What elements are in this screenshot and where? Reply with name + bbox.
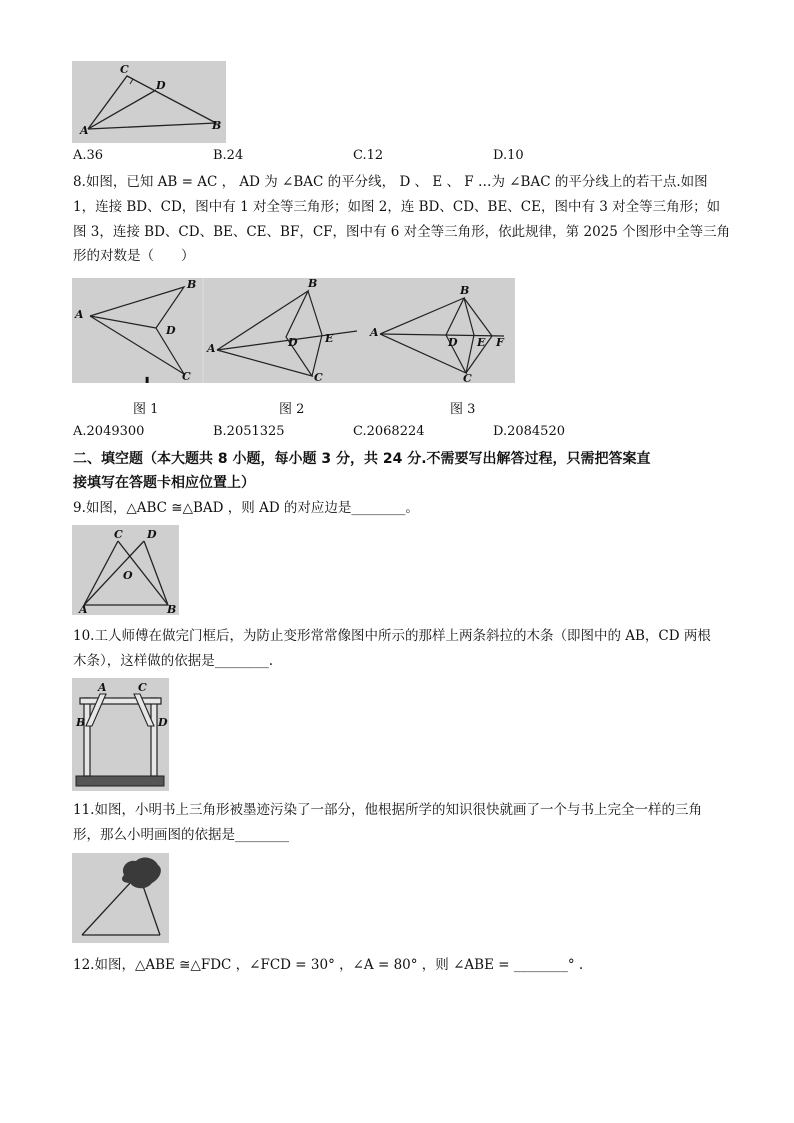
q9-label-a: A bbox=[79, 603, 88, 615]
q7-option-d: D.10 bbox=[493, 148, 524, 163]
section-2-heading-line-2: 接填写在答题卡相应位置上） bbox=[73, 475, 255, 491]
q7-label-b: B bbox=[212, 119, 222, 132]
q8-line-4: 形的对数是（ ） bbox=[73, 248, 195, 264]
q8-line-1: 8.如图，已知 AB = AC ， AD 为 ∠BAC 的平分线， D 、 E 、 F …为 ∠BAC 的平分线上的若干点.如图 bbox=[73, 174, 708, 190]
q9-figure bbox=[72, 525, 179, 615]
q8-line-2: 1，连接 BD、CD，图中有 1 对全等三角形；如图 2，连 BD、CD、BE、CE，图中有 3 对全等三角形；如 bbox=[73, 199, 721, 215]
q8-figure-3 bbox=[369, 284, 505, 383]
q10-label-c: C bbox=[138, 681, 147, 694]
q10-figure bbox=[72, 678, 169, 791]
q8-f2-label-a: A bbox=[207, 342, 216, 355]
q8-f3-label-d: D bbox=[448, 336, 458, 349]
q7-option-a: A.36 bbox=[73, 148, 104, 163]
q8-caption-1: 图 1 bbox=[133, 402, 159, 417]
q8-figure-2 bbox=[203, 278, 357, 383]
q10-label-b: B bbox=[76, 716, 86, 729]
q7-label-c: C bbox=[120, 63, 129, 76]
q8-f1-label-a: A bbox=[75, 308, 84, 321]
q8-figure-strip bbox=[72, 278, 515, 383]
q8-f3-label-c: C bbox=[463, 372, 472, 383]
q8-f2-label-b: B bbox=[308, 278, 318, 290]
q8-option-b: B.2051325 bbox=[213, 424, 285, 439]
q10-label-d: D bbox=[158, 716, 168, 729]
q8-f2-label-e: E bbox=[325, 332, 334, 345]
q11-figure bbox=[72, 853, 169, 943]
q8-caption-2: 图 2 bbox=[279, 402, 305, 417]
q10-line-1: 10.工人师傅在做完门框后，为防止变形常常像图中所示的那样上两条斜拉的木条（即图中的 AB，CD 两根 bbox=[73, 628, 711, 644]
q8-f3-label-a: A bbox=[370, 326, 379, 339]
q11-line-2: 形，那么小明画图的依据是________ bbox=[73, 827, 289, 843]
section-2-heading-line-1: 二、填空题（本大题共 8 小题，每小题 3 分，共 24 分.不需要写出解答过程，只需把答案直 bbox=[73, 451, 651, 467]
q8-f1-label-d: D bbox=[166, 324, 176, 337]
q10-line-2: 木条），这样做的依据是________. bbox=[73, 653, 274, 669]
q8-option-d: D.2084520 bbox=[493, 424, 565, 439]
q8-figure-1 bbox=[74, 278, 196, 383]
q8-option-c: C.2068224 bbox=[353, 424, 425, 439]
q8-f2-label-c: C bbox=[314, 371, 323, 383]
q8-f1-label-b: B bbox=[187, 278, 197, 291]
q8-f2-label-d: D bbox=[288, 336, 298, 349]
q8-f3-label-b: B bbox=[460, 284, 470, 297]
q7-label-a: A bbox=[80, 124, 89, 137]
q10-label-a: A bbox=[98, 681, 107, 694]
q7-option-c: C.12 bbox=[353, 148, 384, 163]
q8-f3-label-f: F bbox=[496, 336, 504, 349]
ink-blot-icon bbox=[122, 858, 161, 889]
q7-label-d: D bbox=[156, 79, 166, 92]
q8-line-3: 图 3，连接 BD、CD、BE、CE、BF，CF，图中有 6 对全等三角形，依此规律，第 2025 个图形中全等三角 bbox=[73, 224, 731, 240]
q9-label-b: B bbox=[167, 603, 177, 615]
q7-figure bbox=[72, 61, 226, 143]
q9-label-d: D bbox=[147, 528, 157, 541]
q8-f1-mark: ▮ bbox=[145, 374, 150, 383]
q9-label-c: C bbox=[114, 528, 123, 541]
q9-label-o: O bbox=[123, 569, 133, 582]
q8-f3-label-e: E bbox=[477, 336, 486, 349]
q7-option-b: B.24 bbox=[213, 148, 244, 163]
q12-text: 12.如图，△ABE ≅△FDC ，∠FCD = 30° ，∠A = 80° ，则 ∠ABE = ________° . bbox=[73, 957, 584, 973]
q8-option-a: A.2049300 bbox=[73, 424, 145, 439]
q11-line-1: 11.如图，小明书上三角形被墨迹污染了一部分，他根据所学的知识很快就画了一个与书上完全一样的三角 bbox=[73, 802, 702, 818]
q8-caption-3: 图 3 bbox=[450, 402, 476, 417]
q8-f1-label-c: C bbox=[182, 370, 191, 383]
q9-text: 9.如图，△ABC ≅△BAD ，则 AD 的对应边是________。 bbox=[73, 500, 419, 516]
